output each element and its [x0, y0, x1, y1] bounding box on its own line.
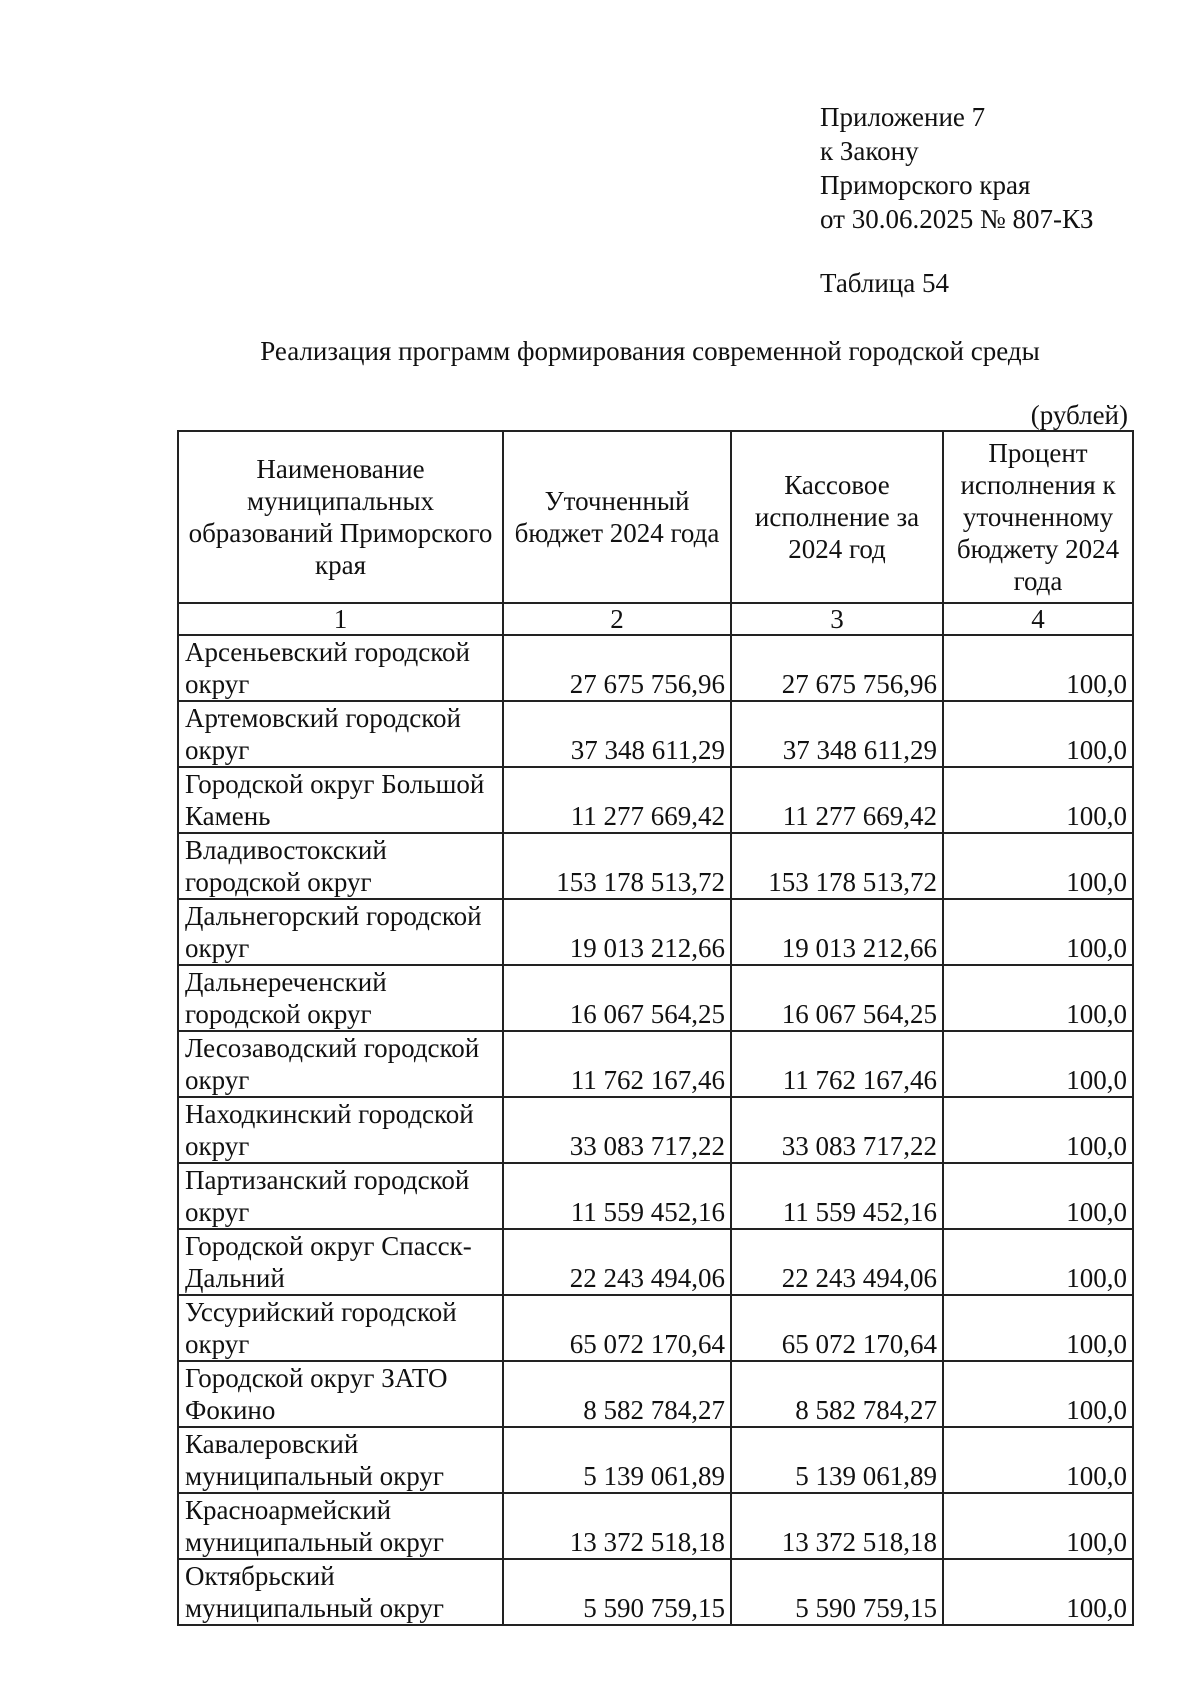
percent-value: 100,0 [943, 1493, 1133, 1559]
appendix-line: к Закону [820, 136, 919, 166]
percent-value: 100,0 [943, 899, 1133, 965]
column-number: 3 [731, 603, 943, 635]
budget-value: 5 139 061,89 [503, 1427, 731, 1493]
budget-value: 11 762 167,46 [503, 1031, 731, 1097]
execution-value: 33 083 717,22 [731, 1097, 943, 1163]
budget-value: 11 277 669,42 [503, 767, 731, 833]
column-header-name: Наименование муниципальных образований Приморского края [178, 431, 503, 603]
budget-value: 19 013 212,66 [503, 899, 731, 965]
table-header-row [178, 431, 1133, 603]
percent-value: 100,0 [943, 1097, 1133, 1163]
budget-value: 22 243 494,06 [503, 1229, 731, 1295]
column-header-percent: Процент исполнения к уточненному бюджету 2024 года [943, 431, 1133, 603]
municipality-name: Артемовский городской округ [178, 701, 503, 767]
execution-value: 11 762 167,46 [731, 1031, 943, 1097]
municipality-name: Владивостокский городской округ [178, 833, 503, 899]
execution-value: 5 590 759,15 [731, 1559, 943, 1625]
budget-value: 65 072 170,64 [503, 1295, 731, 1361]
budget-value: 5 590 759,15 [503, 1559, 731, 1625]
budget-value: 13 372 518,18 [503, 1493, 731, 1559]
table-row [178, 635, 1133, 701]
execution-value: 8 582 784,27 [731, 1361, 943, 1427]
municipality-name: Уссурийский городской округ [178, 1295, 503, 1361]
execution-value: 27 675 756,96 [731, 635, 943, 701]
percent-value: 100,0 [943, 1229, 1133, 1295]
execution-value: 22 243 494,06 [731, 1229, 943, 1295]
execution-value: 11 277 669,42 [731, 767, 943, 833]
table-row [178, 1361, 1133, 1427]
percent-value: 100,0 [943, 965, 1133, 1031]
percent-value: 100,0 [943, 635, 1133, 701]
municipality-name: Городской округ Большой Камень [178, 767, 503, 833]
percent-value: 100,0 [943, 701, 1133, 767]
percent-value: 100,0 [943, 767, 1133, 833]
appendix-line: от 30.06.2025 № 807-КЗ [820, 204, 1094, 234]
table-row [178, 1559, 1133, 1625]
execution-value: 13 372 518,18 [731, 1493, 943, 1559]
municipality-name: Октябрьский муниципальный округ [178, 1559, 503, 1625]
percent-value: 100,0 [943, 1163, 1133, 1229]
column-number: 1 [178, 603, 503, 635]
table-row [178, 1031, 1133, 1097]
budget-value: 153 178 513,72 [503, 833, 731, 899]
budget-value: 33 083 717,22 [503, 1097, 731, 1163]
table-row [178, 1427, 1133, 1493]
table-row [178, 833, 1133, 899]
table-row [178, 1229, 1133, 1295]
municipality-name: Партизанский городской округ [178, 1163, 503, 1229]
table-row [178, 1493, 1133, 1559]
execution-value: 37 348 611,29 [731, 701, 943, 767]
percent-value: 100,0 [943, 1361, 1133, 1427]
table-row [178, 1097, 1133, 1163]
table-row [178, 899, 1133, 965]
column-number: 4 [943, 603, 1133, 635]
execution-value: 65 072 170,64 [731, 1295, 943, 1361]
municipality-name: Городской округ ЗАТО Фокино [178, 1361, 503, 1427]
percent-value: 100,0 [943, 1031, 1133, 1097]
column-number: 2 [503, 603, 731, 635]
execution-value: 153 178 513,72 [731, 833, 943, 899]
column-header-budget: Уточненный бюджет 2024 года [503, 431, 731, 603]
execution-value: 19 013 212,66 [731, 899, 943, 965]
municipality-name: Красноармейский муниципальный округ [178, 1493, 503, 1559]
table-row [178, 965, 1133, 1031]
appendix-block [820, 100, 1093, 236]
budget-table [177, 430, 1134, 1626]
table-row [178, 1295, 1133, 1361]
table-row [178, 1163, 1133, 1229]
appendix-line: Приложение 7 [820, 102, 986, 132]
budget-value: 37 348 611,29 [503, 701, 731, 767]
budget-value: 16 067 564,25 [503, 965, 731, 1031]
municipality-name: Кавалеровский муниципальный округ [178, 1427, 503, 1493]
budget-value: 8 582 784,27 [503, 1361, 731, 1427]
municipality-name: Арсеньевский городской округ [178, 635, 503, 701]
table-row [178, 701, 1133, 767]
percent-value: 100,0 [943, 1427, 1133, 1493]
appendix-line: Приморского края [820, 170, 1031, 200]
execution-value: 16 067 564,25 [731, 965, 943, 1031]
execution-value: 5 139 061,89 [731, 1427, 943, 1493]
table-number: Таблица 54 [820, 268, 949, 298]
percent-value: 100,0 [943, 1295, 1133, 1361]
table-row [178, 767, 1133, 833]
municipality-name: Дальнегорский городской округ [178, 899, 503, 965]
column-number-row [178, 603, 1133, 635]
municipality-name: Городской округ Спасск-Дальний [178, 1229, 503, 1295]
municipality-name: Дальнереченский городской округ [178, 965, 503, 1031]
budget-value: 11 559 452,16 [503, 1163, 731, 1229]
budget-value: 27 675 756,96 [503, 635, 731, 701]
document-title: Реализация программ формирования современной городской среды [260, 336, 1040, 366]
municipality-name: Находкинский городской округ [178, 1097, 503, 1163]
percent-value: 100,0 [943, 833, 1133, 899]
percent-value: 100,0 [943, 1559, 1133, 1625]
units-label: (рублей) [1030, 400, 1128, 430]
municipality-name: Лесозаводский городской округ [178, 1031, 503, 1097]
column-header-execution: Кассовое исполнение за 2024 год [731, 431, 943, 603]
execution-value: 11 559 452,16 [731, 1163, 943, 1229]
